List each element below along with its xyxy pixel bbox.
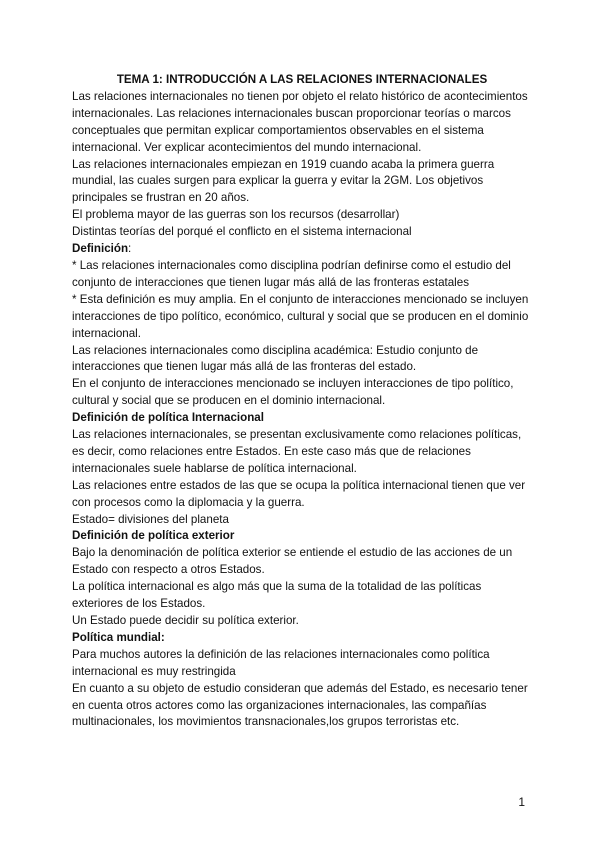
document-title: TEMA 1: INTRODUCCIÓN A LAS RELACIONES INTERNACIONALES — [116, 73, 488, 86]
paragraph: Las relaciones internacionales empiezan en 1919 cuando acaba la primera guerra mundial, las cuales surgen para explicar la guerra y evitar la 2GM. Los objetivos principales se frustran en 20 años. — [72, 157, 495, 205]
paragraph: Estado= divisiones del planeta — [72, 512, 229, 526]
section-heading-definicion — [72, 241, 532, 258]
paragraph: El problema mayor de las guerras son los recursos (desarrollar) — [72, 208, 400, 222]
paragraph: En cuanto a su objeto de estudio consideran que además del Estado, es necesario tener en cuenta otros actores como las organizaciones internacionales, las compañías multinacionales, los movimientos transnacionales,los grupos terroristas etc. — [72, 681, 528, 729]
paragraph: Bajo la denominación de política exterior se entiende el estudio de las acciones de un Estado con respecto a otros Estados. — [72, 546, 513, 577]
document-body — [72, 72, 532, 731]
paragraph: Para muchos autores la definición de las relaciones internacionales como política internacional es muy restringida — [72, 647, 490, 678]
heading-text: Definición — [72, 242, 129, 256]
paragraph: Las relaciones internacionales no tienen por objeto el relato histórico de acontecimientos internacionales. Las relaciones internacionales buscan proporcionar teorías o marcos conceptuales que permitan explicar comportamientos observables en el sistema internacional. Ver explicar acontecimientos del mundo internacional. — [72, 89, 528, 154]
section-heading-politica-internacional: Definición de política Internacional — [72, 411, 264, 425]
paragraph: Las relaciones entre estados de las que se ocupa la política internacional tienen que ver con procesos como la diplomacia y la guerra. — [72, 478, 526, 509]
paragraph: * Las relaciones internacionales como disciplina podrían definirse como el estudio del conjunto de interacciones que tienen lugar más allá de las fronteras estatales — [72, 258, 511, 289]
section-heading-politica-mundial: Política mundial: — [72, 630, 165, 644]
paragraph: En el conjunto de interacciones mencionado se incluyen interacciones de tipo político, cultural y social que se producen en el dominio internacional. — [72, 377, 514, 408]
paragraph: Las relaciones internacionales, se presentan exclusivamente como relaciones políticas, es decir, como relaciones entre Estados. En este caso más que de relaciones internacionales suele hablarse de política internacional. — [72, 428, 522, 475]
paragraph: Las relaciones internacionales como disciplina académica: Estudio conjunto de interacciones que tienen lugar más allá de las fronteras del estado. — [72, 343, 479, 374]
paragraph: La política internacional es algo más que la suma de la totalidad de las políticas exteriores de los Estados. — [72, 580, 482, 611]
paragraph: * Esta definición es muy amplia. En el conjunto de interacciones mencionado se incluyen interacciones de tipo político, económico, cultural y social que se producen en el dominio internacional. — [72, 292, 529, 340]
paragraph: Un Estado puede decidir su política exterior. — [72, 614, 299, 627]
paragraph: Distintas teorías del porqué el conflicto en el sistema internacional — [72, 225, 412, 239]
section-heading-politica-exterior: Definición de política exterior — [72, 529, 235, 543]
heading-colon: : — [128, 242, 132, 256]
page-number: 1 — [518, 795, 525, 809]
